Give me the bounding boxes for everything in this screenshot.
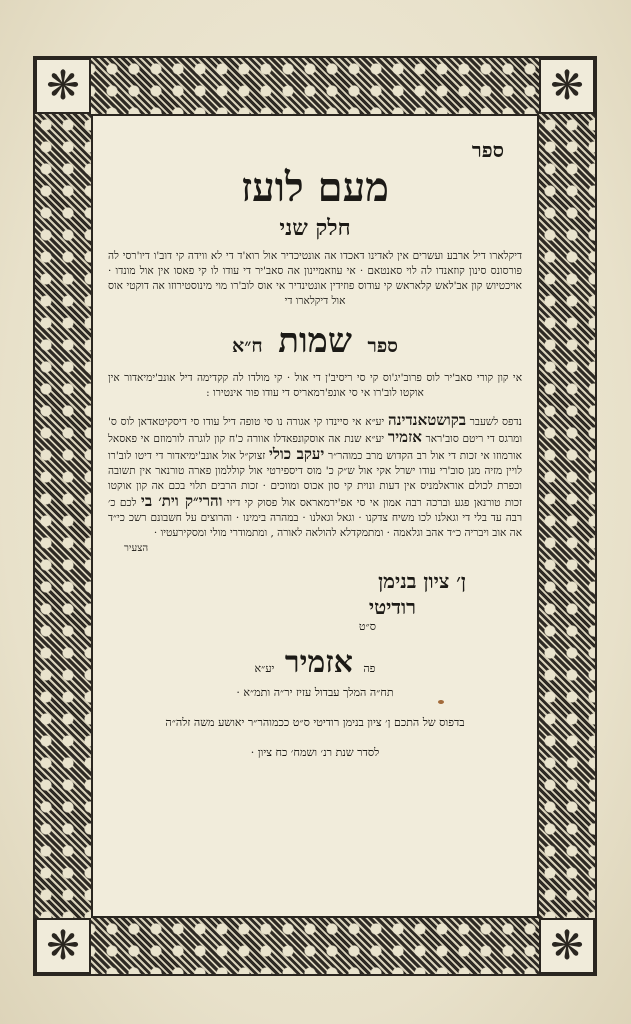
sefer-shemot-label: ספר <box>367 335 398 357</box>
corner-florette-icon: ❋ <box>35 58 91 114</box>
printed-verse: והרי״ק וית׳ בי <box>140 492 223 510</box>
printing-city <box>104 645 526 680</box>
editor-name: ן׳ ציון בנימן <box>378 569 466 593</box>
reign-date-line: תח״ה המלך עבדול עזיז יר״ה ותמ״א · <box>236 686 394 699</box>
editor-abbreviation: ס״ט <box>358 620 376 633</box>
corner-florette-icon: ❋ <box>539 58 595 114</box>
ornament-band-left <box>35 114 91 918</box>
city-suffix: יע״א <box>254 662 275 675</box>
shemot-title: שמות <box>278 321 352 361</box>
ornament-band-bottom <box>35 918 595 974</box>
paper-stain <box>438 700 444 704</box>
printed-text-2: יע״א שנת אה אוסקונפאדלו אוורה כ'ח קון לוגרה לורמוזם אי פאסאל אורמוזו אי זכות די אול רב הקדוש מרב כמוהר״ר <box>108 433 522 462</box>
city-prefix: פה <box>363 662 376 675</box>
shemot-paragraph: אי קון קורי סאב'יר לוס פרוב'יג'וס קי סי ריסיב'ן די אול · קי מולדו לה קקדימה דיל אונב'ימיאדור אין אוקטו לוב'רו אי סי אונפ'רמאריס די עודו פור אינטירו : <box>108 372 522 399</box>
printed-rabbi-name: יעקב כולי <box>268 445 325 463</box>
printed-city-1: בקושטאנדינה <box>388 411 466 429</box>
sefer-shemot-heading <box>104 321 526 361</box>
ornament-band-top <box>35 58 595 114</box>
city-name: אזמיר <box>284 645 353 680</box>
shemot-part: ח״א <box>232 335 263 357</box>
printed-text-4: לכם כ׳ רבה עד בלי די וגאלנו לכו משיח צדקנו · וגאל וגאלנו · במהרה בימינו · והרוצים על חשבונם רשכ כי״ד אה אוב ויבריה כ״ד אהב וגלאמה · ומתמקדלא להולאה לאורה , ומתמודרי מולי ומסקירעטיו · <box>108 497 522 539</box>
book-title: מעם לועז <box>241 164 389 211</box>
printing-history-paragraph <box>104 413 526 541</box>
year-line: לסדר שנת רנ׳ ושמח׳ כח ציון · <box>250 745 380 759</box>
editor-surname: רודיטי <box>368 595 416 619</box>
printed-text-1: יע״א אי סיינדו קי אגורה נו סי טופה דיל עודו סי דיסקיטאדאן לוס ס' ומרגס די ריטם סוב'ראר <box>108 416 523 445</box>
corner-florette-icon: ❋ <box>539 918 595 974</box>
title-page-content <box>104 124 526 904</box>
printed-at-label: נדפס לשעבר <box>469 416 522 428</box>
sefer-label: ספר <box>471 138 504 162</box>
printer-line: בדפוס של התכם ן׳ ציון בנימן רודיטי ס״ט ככמוהר״ר יאושע משה זלה״ה <box>165 716 465 729</box>
printed-text-3: זצוק״ל אול אונב'ימיאדור די דיטו לוב'רו לויין מזיה מגן סוב'רי עודו ישרל אקי אול ש״ק כ' מוס דיספירטי אול קוללמון פארה טורנאר אין תשובה וכפרת לכולם אוראלמניס אין דעות ונוית קי סון אכוס ומווכים · זכות הרבים תלוי בכם אה קון אוקטו זכות טורנאן פגע וברכה רבה אמון אי סי אפ'ירמאראס אול פסוק קי דיזי <box>108 450 522 509</box>
humble-signature: הצעיר <box>124 543 149 554</box>
ornament-band-right <box>539 114 595 918</box>
corner-florette-icon: ❋ <box>35 918 91 974</box>
volume-part: חלק שני <box>279 215 351 241</box>
printed-city-2: אזמיר <box>387 428 422 446</box>
intro-paragraph: דיקלארו דיל ארבע ועשרים אין לאדינו דאכדו אה אונטיכדיר אול רוא'ד די לא ווידה קי דוב'ו דיו'רסי לה פורסונס סינון קוזאנדו לה לוי סאנטאם · אי עוזאמיינון אה סאב'יר די עודו לו קי פאסו אין אול מונדו · אויכטיוש קון אב'לאש קלאראש קי עודוס פוזידין אונטינדיר אי אוס לוב'רו מוי מינוסטירוזו אה דוקטי אוס אול דיקלארו די <box>108 250 522 307</box>
